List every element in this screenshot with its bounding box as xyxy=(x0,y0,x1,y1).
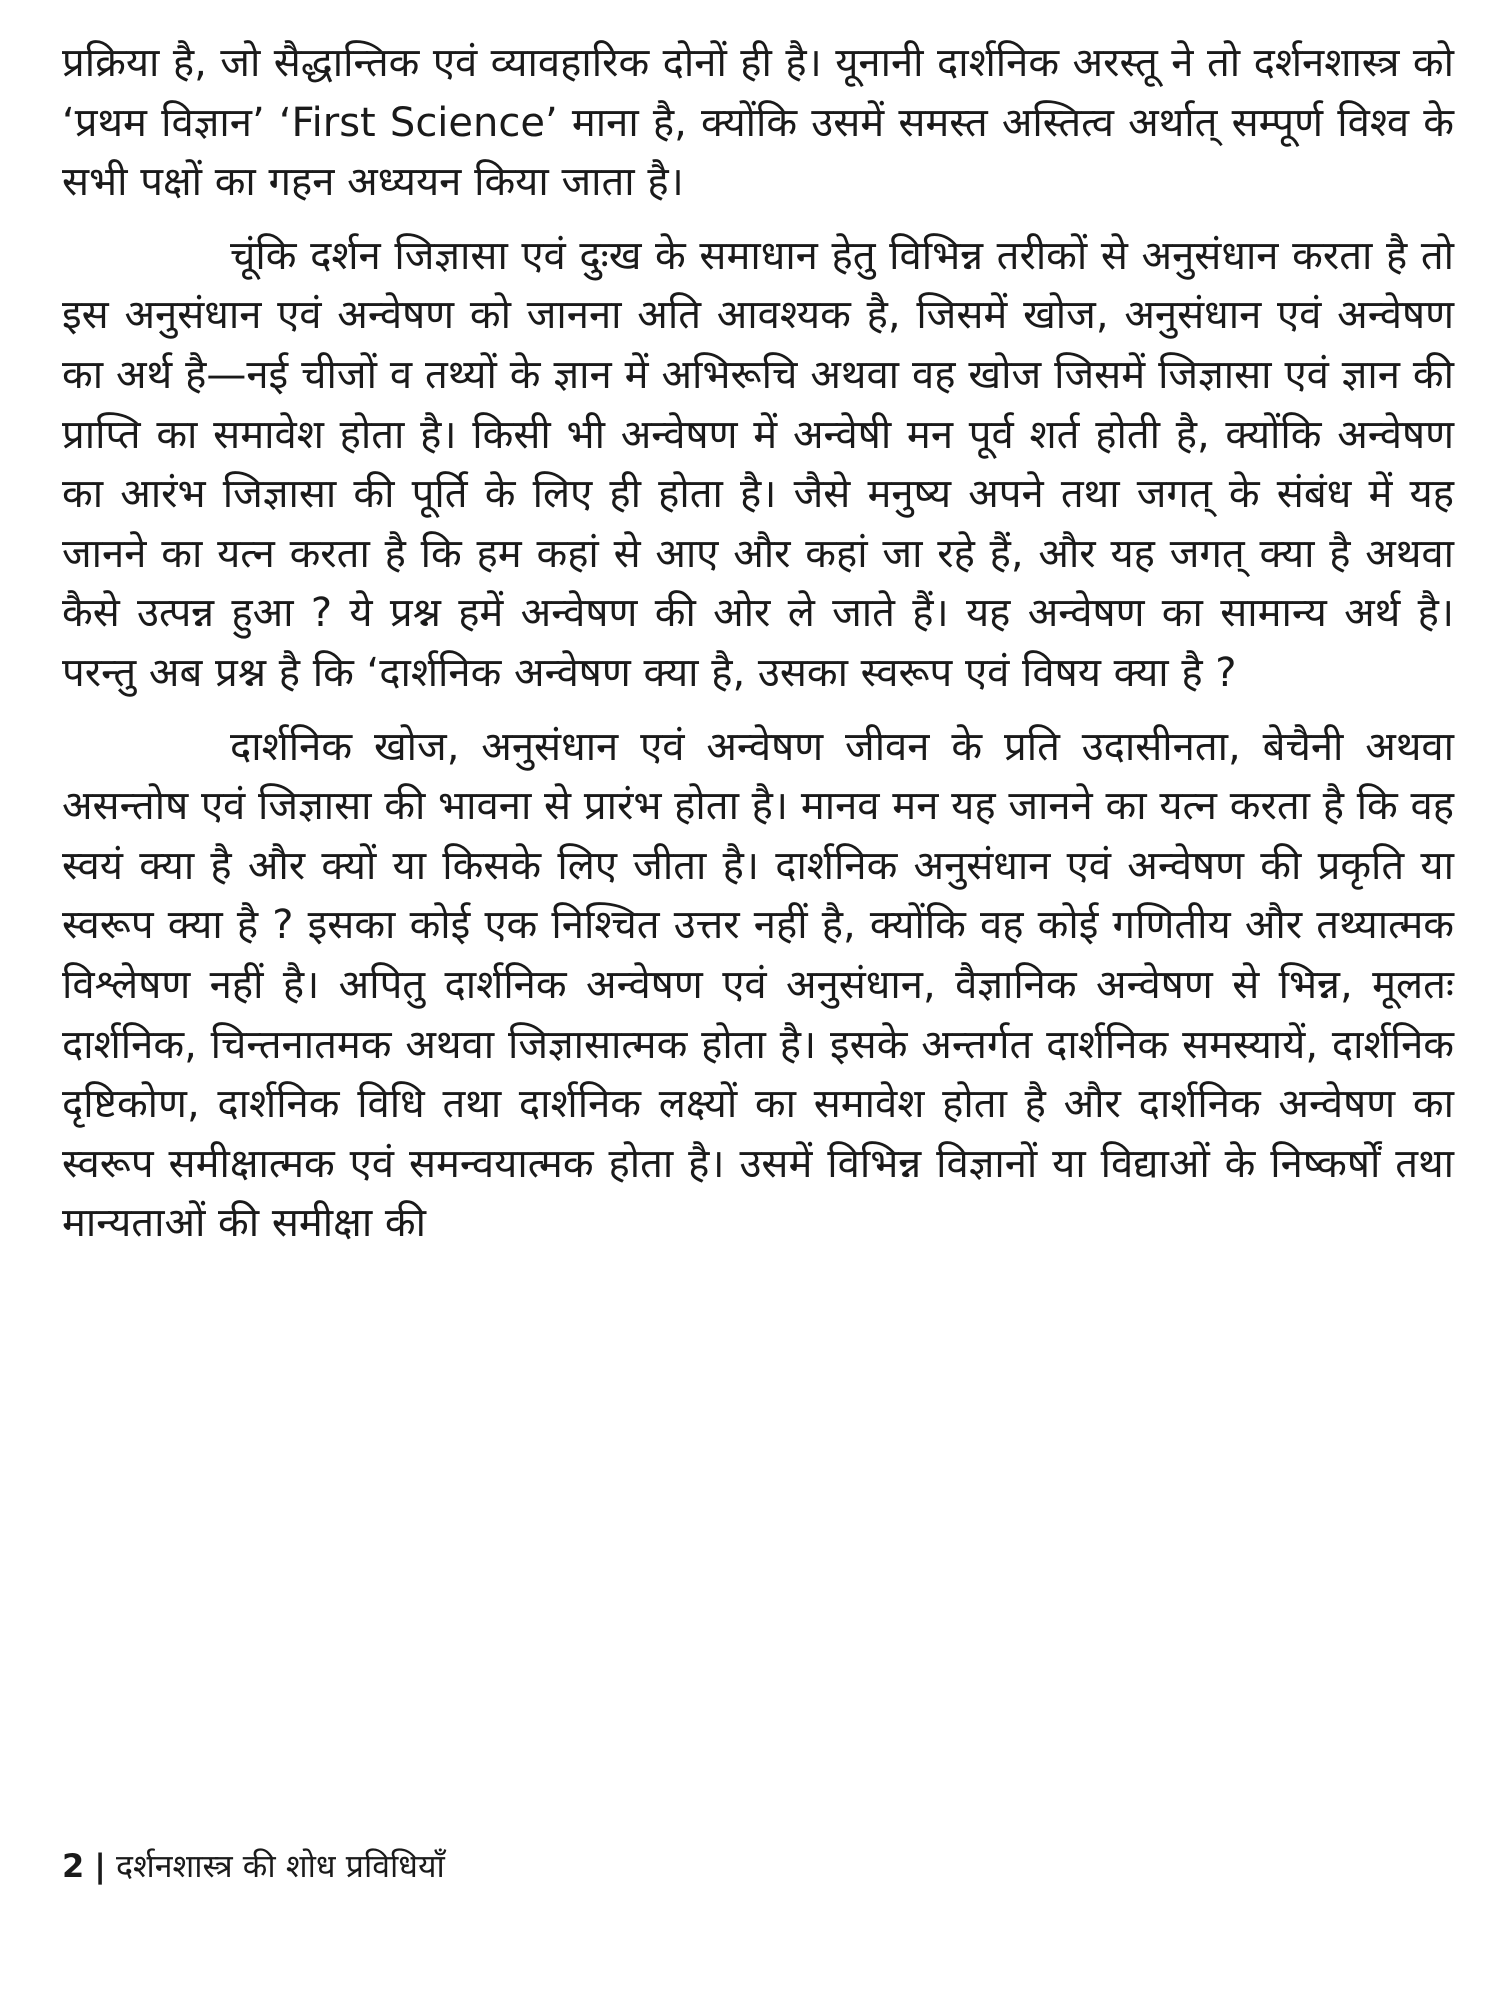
footer-separator: | xyxy=(94,1847,106,1885)
paragraph-1: प्रक्रिया है, जो सैद्धान्तिक एवं व्यावहारिक दोनों ही है। यूनानी दार्शनिक अरस्तू ने तो दर्शनशास्त्र को ‘प्रथम विज्ञान’ ‘First Science’ माना है, क्योंकि उसमें समस्त अस्तित्व अर्थात् सम्पूर्ण विश्व के सभी पक्षों का गहन अध्ययन किया जाता है। xyxy=(62,40,1454,206)
page-footer xyxy=(62,1846,445,1886)
paragraph-3: दार्शनिक खोज, अनुसंधान एवं अन्वेषण जीवन के प्रति उदासीनता, बेचैनी अथवा असन्तोष एवं जिज्ञासा की भावना से प्रारंभ होता है। मानव मन यह जानने का यत्न करता है कि वह स्वयं क्या है और क्यों या किसके लिए जीता है। दार्शनिक अनुसंधान एवं अन्वेषण की प्रकृति या स्वरूप क्या है ? इसका कोई एक निश्चित उत्तर नहीं है, क्योंकि वह कोई गणितीय और तथ्यात्मक विश्लेषण नहीं है। अपितु दार्शनिक अन्वेषण एवं अनुसंधान, वैज्ञानिक अन्वेषण से भिन्न, मूलतः दार्शनिक, चिन्तनातमक अथवा जिज्ञासात्मक होता है। इसके अन्तर्गत दार्शनिक समस्यायें, दार्शनिक दृष्टिकोण, दार्शनिक विधि तथा दार्शनिक लक्ष्यों का समावेश होता है और दार्शनिक अन्वेषण का स्वरूप समीक्षात्मक एवं समन्वयात्मक होता है। उसमें विभिन्न विज्ञानों या विद्याओं के निष्कर्षों तथा मान्यताओं की समीक्षा की xyxy=(62,723,1454,1247)
paragraph-2: चूंकि दर्शन जिज्ञासा एवं दुःख के समाधान हेतु विभिन्न तरीकों से अनुसंधान करता है तो इस अनुसंधान एवं अन्वेषण को जानना अति आवश्यक है, जिसमें खोज, अनुसंधान एवं अन्वेषण का अर्थ है—नई चीजों व तथ्यों के ज्ञान में अभिरूचि अथवा वह खोज जिसमें जिज्ञासा एवं ज्ञान की प्राप्ति का समावेश होता है। किसी भी अन्वेषण में अन्वेषी मन पूर्व शर्त होती है, क्योंकि अन्वेषण का आरंभ जिज्ञासा की पूर्ति के लिए ही होता है। जैसे मनुष्य अपने तथा जगत् के संबंध में यह जानने का यत्न करता है कि हम कहां से आए और कहां जा रहे हैं, और यह जगत् क्या है अथवा कैसे उत्पन्न हुआ ? ये प्रश्न हमें अन्वेषण की ओर ले जाते हैं। यह अन्वेषण का सामान्य अर्थ है। परन्तु अब प्रश्न है कि ‘दार्शनिक अन्वेषण क्या है, उसका स्वरूप एवं विषय क्या है ? xyxy=(62,232,1454,696)
body-text xyxy=(62,34,1454,1254)
page-number: 2 xyxy=(62,1847,85,1885)
book-title: दर्शनशास्त्र की शोध प्रविधियाँ xyxy=(115,1847,445,1885)
